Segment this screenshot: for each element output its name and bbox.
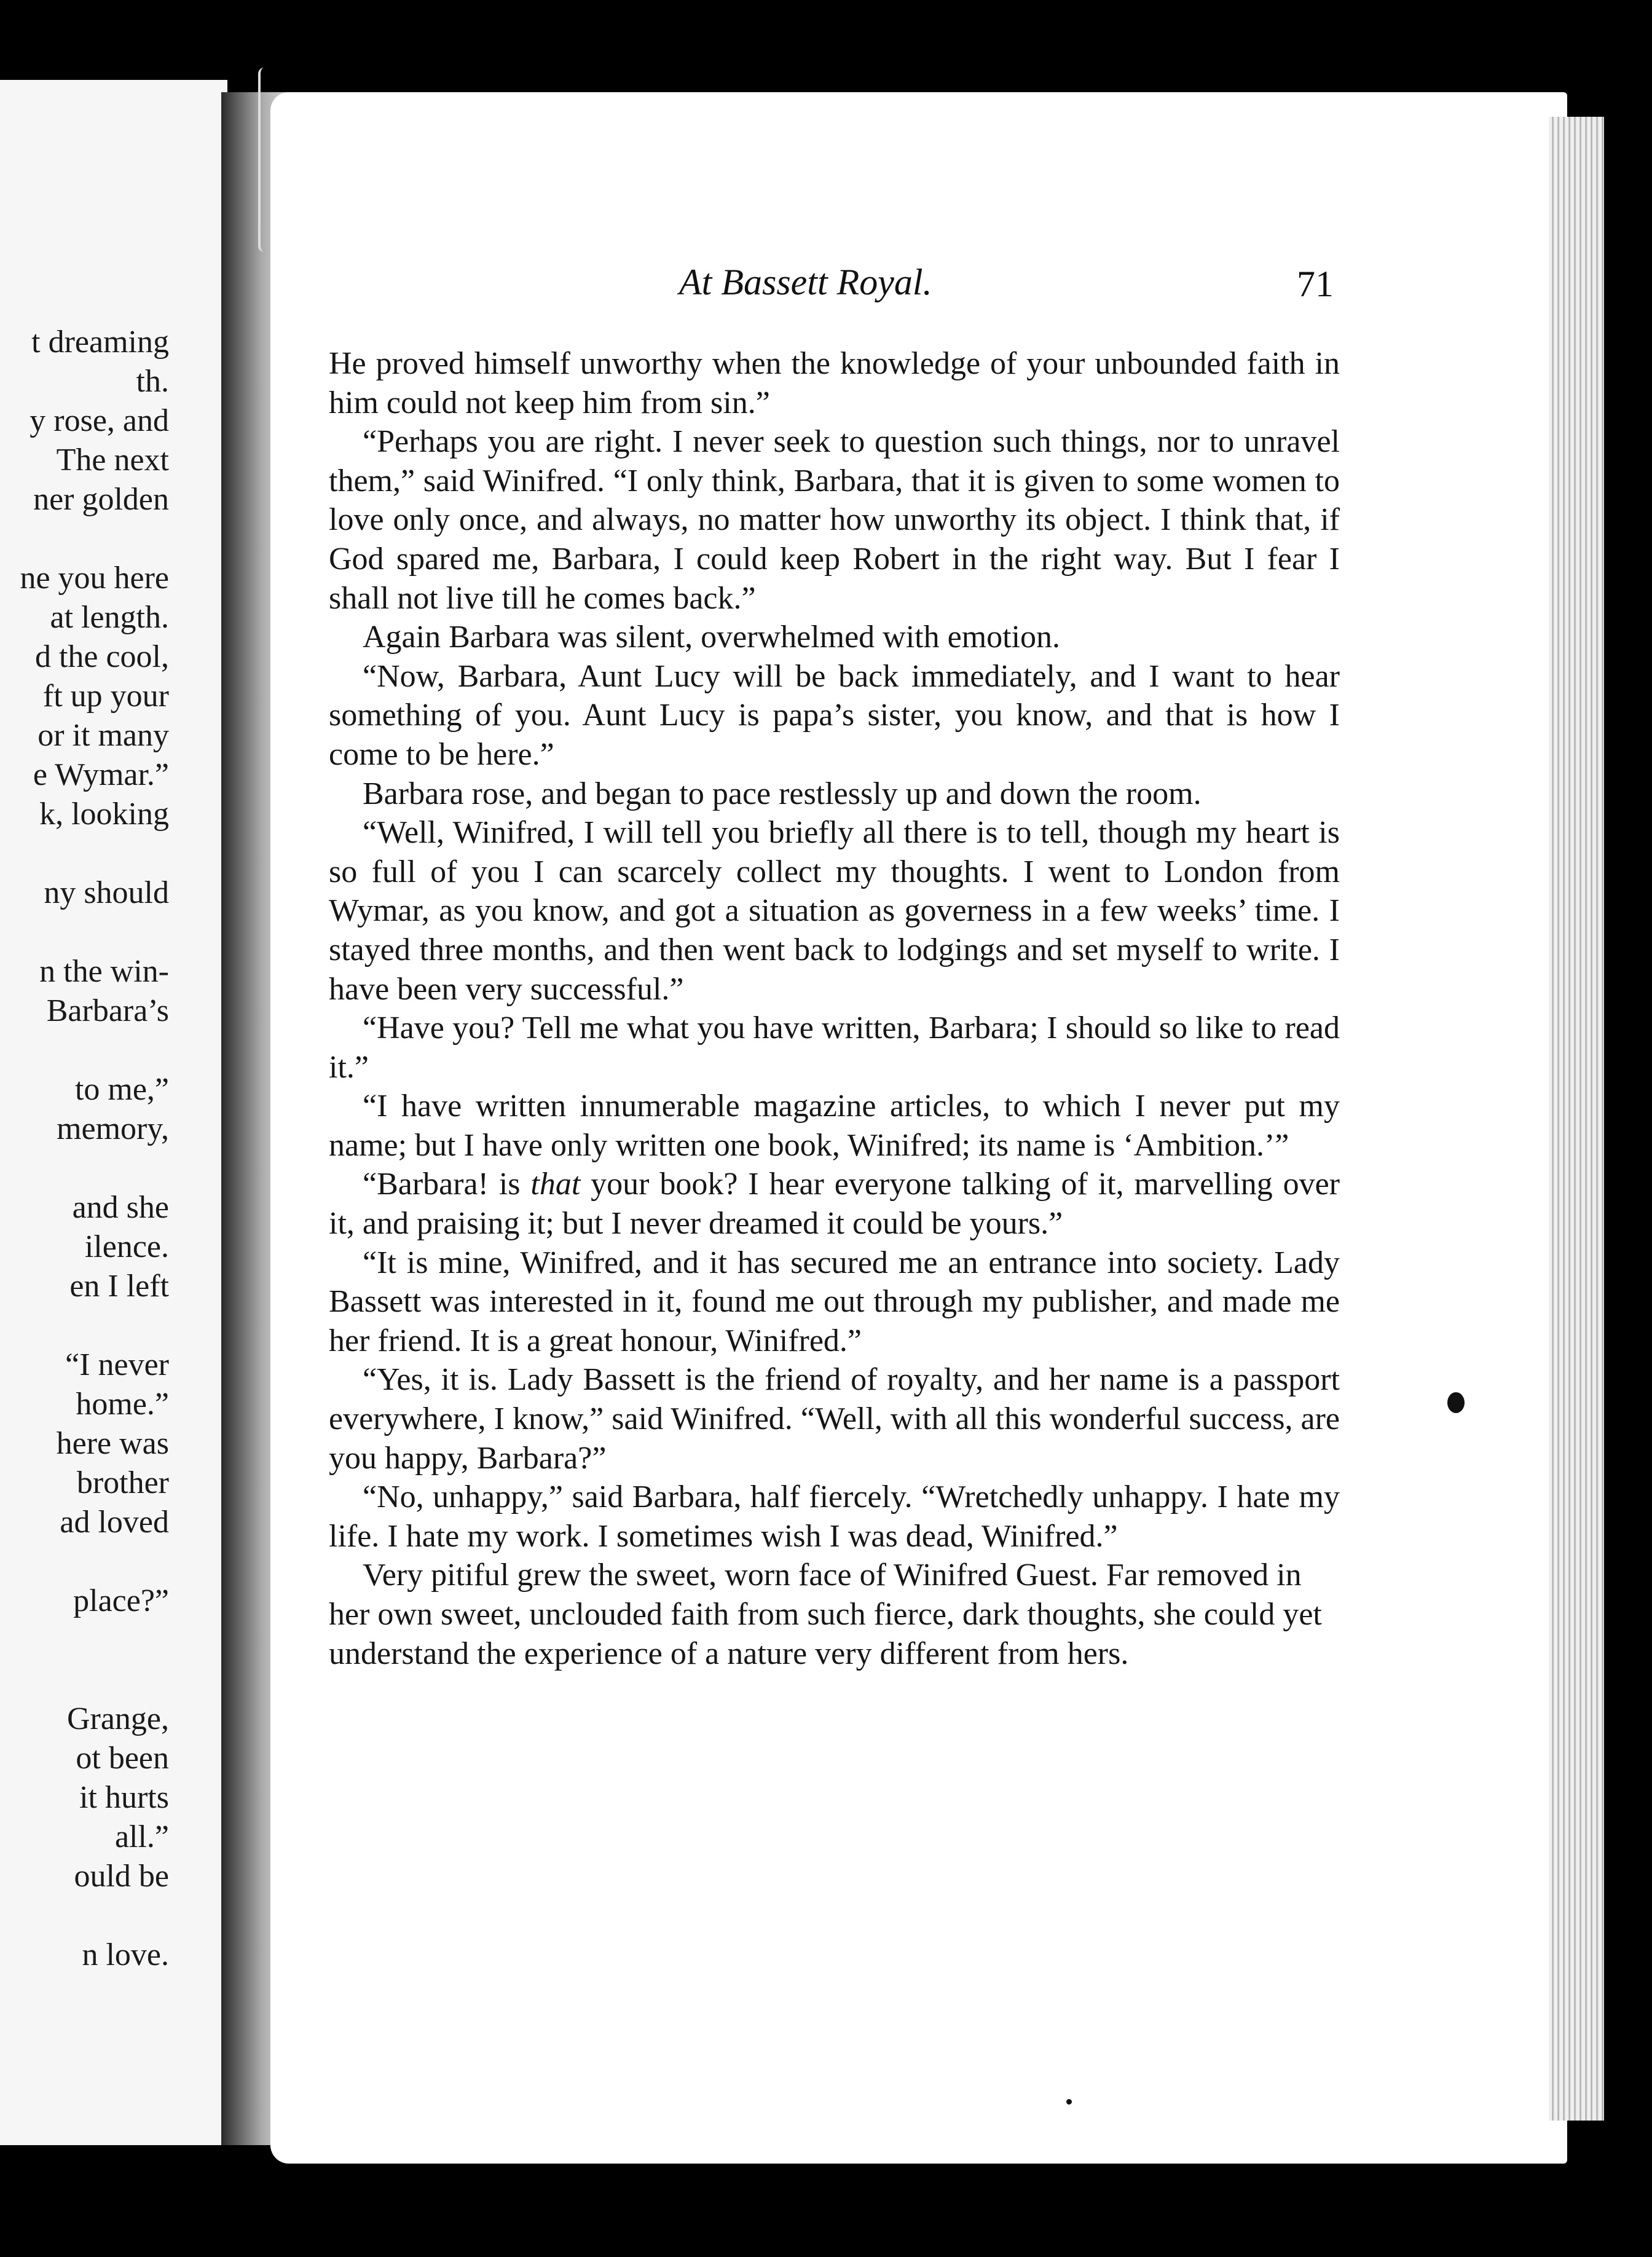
left-page-line: ft up your [42, 679, 169, 714]
left-page-line: th. [136, 364, 169, 399]
body-text [329, 344, 1340, 1673]
left-page-line: “I never [65, 1347, 169, 1382]
left-page-line: The next [56, 443, 169, 478]
left-page-line: memory, [57, 1111, 169, 1146]
page-edge-stack [1549, 117, 1604, 2121]
paragraph: “Have you? Tell me what you have written, Barbara; I should so like to read it.” [329, 1010, 1340, 1085]
left-page-line: ner golden [33, 482, 169, 517]
paragraph: “Yes, it is. Lady Bassett is the friend of royalty, and her name is a passport everywhere, I know,” said Winifred. “Well, with all this wonderful success, are you happy, Barbara?” [329, 1362, 1340, 1476]
paragraph: Barbara rose, and began to pace restlessly up and down the room. [363, 776, 1202, 811]
left-page-line: or it many [37, 718, 169, 753]
paragraph-text: “Barbara! is [363, 1167, 531, 1202]
emphasized-word: that [530, 1167, 581, 1202]
left-page-line: home.” [76, 1387, 169, 1422]
left-page-line: k, looking [39, 797, 169, 832]
ink-speck [1447, 1392, 1465, 1413]
left-page-line: brother [76, 1465, 169, 1500]
page-number: 71 [1297, 264, 1334, 304]
paragraph: “No, unhappy,” said Barbara, half fiercely. “Wretchedly unhappy. I hate my life. I hate my work. I sometimes wish I was dead, Winifred.” [329, 1479, 1340, 1554]
paragraph: “I have written innumerable magazine articles, to which I never put my name; but I have only written one book, Winifred; its name is ‘Ambition.’” [329, 1089, 1340, 1163]
left-page-line: ny should [44, 875, 169, 910]
left-page-line: ne you here [20, 561, 169, 596]
paragraph: Very pitiful grew the sweet, worn face of Winifred Guest. Far removed in her own sweet, unclouded faith from such fierce, dark thoughts, she could yet understand the experience of a nature very different from hers. [329, 1558, 1322, 1671]
left-page-line: Grange, [66, 1701, 169, 1736]
paragraph: “It is mine, Winifred, and it has secured me an entrance into society. Lady Bassett was interested in it, found me out through my publisher, and made me her friend. It is a great honour, Winifred.” [329, 1245, 1340, 1358]
left-page-line: ad loved [60, 1505, 169, 1540]
paragraph: He proved himself unworthy when the knowledge of your unbounded faith in him could not keep him from sin.” [329, 346, 1340, 420]
paragraph: Again Barbara was silent, overwhelmed with emotion. [363, 620, 1061, 655]
left-page-line: to me,” [74, 1072, 169, 1107]
paragraph: “Perhaps you are right. I never seek to question such things, nor to unravel them,” said Winifred. “I only think, Barbara, that it is given to some women to love only once, and always, no matter how unworthy its object. I think that, if God spared me, Barbara, I could keep Robert in the right way. But I fear I shall not live till he comes back.” [329, 424, 1340, 616]
left-page-line: e Wymar.” [33, 757, 169, 792]
left-page-line: ot been [76, 1741, 169, 1776]
left-page-line: n love. [82, 1937, 169, 1972]
running-head: At Bassett Royal. [679, 262, 932, 302]
paragraph-text: your book? I hear everyone talking of it, marvelling over it, and praising it; but I never dreamed it could be yours.” [329, 1167, 1340, 1242]
paragraph [329, 1165, 1340, 1243]
left-page-line: it hurts [79, 1780, 169, 1815]
left-page-line: at length. [50, 600, 169, 635]
left-page-line: n the win- [39, 954, 169, 989]
left-page-line: place?” [73, 1583, 169, 1618]
paragraph: “Now, Barbara, Aunt Lucy will be back immediately, and I want to hear something of you. Aunt Lucy is papa’s sister, you know, and that is how I come to be here.” [329, 658, 1340, 772]
left-page-line: en I left [69, 1269, 169, 1304]
ink-speck [1066, 2099, 1072, 2105]
left-page-line: here was [56, 1426, 169, 1461]
left-page-line: ilence. [84, 1229, 169, 1264]
left-page-line: Barbara’s [46, 993, 169, 1028]
paragraph: “Well, Winifred, I will tell you briefly all there is to tell, though my heart is so full of you I can scarcely collect my thoughts. I went to London from Wymar, as you know, and got a situation as governess in a few weeks’ time. I stayed three months, and then went back to lodgings and set myself to write. I have been very successful.” [329, 815, 1340, 1007]
left-page-line: all.” [114, 1819, 169, 1854]
left-page-line: t dreaming [31, 325, 169, 360]
left-page-line: y rose, and [30, 403, 169, 438]
left-page-line: ould be [74, 1859, 169, 1894]
binding-thread [258, 68, 270, 252]
left-page-line: d the cool, [34, 639, 169, 674]
left-page-line: and she [72, 1190, 169, 1225]
facing-page-left [0, 80, 227, 2145]
